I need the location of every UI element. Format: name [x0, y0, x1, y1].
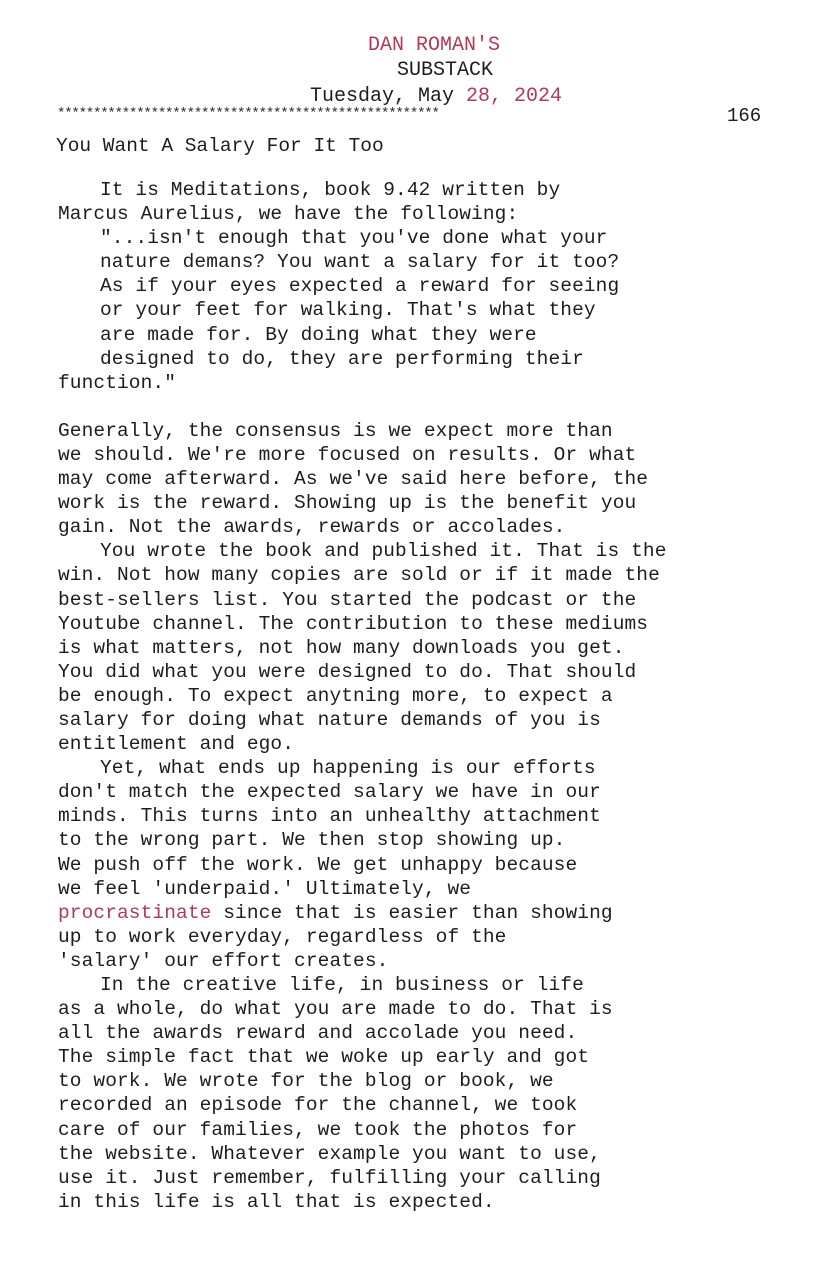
- body-line: It is Meditations, book 9.42 written by: [100, 179, 561, 201]
- body-line: [58, 901, 798, 925]
- body-line: the website. Whatever example you want to use,: [58, 1142, 601, 1165]
- body-line: don't match the expected salary we have in our: [58, 781, 601, 804]
- body-line: You wrote the book and published it. That is the: [100, 540, 667, 563]
- body-line: minds. This turns into an unhealthy attachment: [58, 805, 601, 828]
- date-prefix: Tuesday, May: [310, 85, 467, 108]
- separator-rule: *****************************************************: [57, 106, 439, 122]
- body-line: The simple fact that we woke up early and got: [58, 1046, 590, 1069]
- body-line: Yet, what ends up happening is our efforts: [100, 757, 596, 780]
- body-line: is what matters, not how many downloads you get.: [58, 636, 625, 659]
- body-line: 'salary' our effort creates.: [58, 949, 389, 972]
- body-line: we should. We're more focused on results. Or what: [58, 443, 637, 466]
- body-line: entitlement and ego.: [58, 733, 295, 756]
- body-line: use it. Just remember, fulfilling your calling: [58, 1166, 601, 1189]
- body-line: as a whole, do what you are made to do. That is: [58, 998, 613, 1021]
- body-line: care of our families, we took the photos for: [58, 1118, 578, 1141]
- body-line: In the creative life, in business or life: [100, 974, 584, 996]
- quote-line: or your feet for walking. That's what they: [100, 299, 596, 322]
- body-line: We push off the work. We get unhappy because: [58, 853, 578, 876]
- body-line: work is the reward. Showing up is the benefit you: [58, 492, 637, 515]
- quote-line: As if your eyes expected a reward for seeing: [100, 275, 620, 298]
- body-line: best-sellers list. You started the podcast or the: [58, 588, 637, 611]
- body-line: You did what you were designed to do. That should: [58, 660, 637, 683]
- page-number: 166: [727, 105, 762, 127]
- link-line-rest: since that is easier than showing: [211, 901, 613, 924]
- body-line: Generally, the consensus is we expect more than: [58, 419, 613, 442]
- body-line: gain. Not the awards, rewards or accolades.: [58, 516, 566, 539]
- body-line: win. Not how many copies are sold or if it made the: [58, 564, 660, 587]
- quote-line: designed to do, they are performing their: [100, 347, 584, 370]
- body-line: in this life is all that is expected.: [58, 1190, 495, 1213]
- quote-line: function.": [58, 371, 177, 394]
- body-line: recorded an episode for the channel, we took: [58, 1094, 578, 1117]
- body-line: to work. We wrote for the blog or book, we: [58, 1070, 554, 1093]
- body-line: up to work everyday, regardless of the: [58, 925, 507, 948]
- body-line: all the awards reward and accolade you need.: [58, 1022, 578, 1045]
- publication-name: SUBSTACK: [397, 59, 494, 82]
- post-title: You Want A Salary For It Too: [56, 135, 384, 157]
- body-line: to the wrong part. We then stop showing up.: [58, 829, 566, 852]
- procrastinate-link[interactable]: procrastinate: [58, 901, 212, 924]
- body-line: Marcus Aurelius, we have the following:: [58, 203, 519, 226]
- paragraph-gap: [58, 395, 798, 419]
- author-line: DAN ROMAN'S: [368, 34, 501, 57]
- body-line: salary for doing what nature demands of you is: [58, 708, 601, 731]
- body-line: we feel 'underpaid.' Ultimately, we: [58, 877, 472, 900]
- quote-line: "...isn't enough that you've done what your: [100, 227, 608, 250]
- quote-line: are made for. By doing what they were: [100, 323, 537, 346]
- quote-line: nature demans? You want a salary for it too?: [100, 251, 620, 274]
- post-body: [58, 178, 798, 1214]
- date-highlight: 28, 2024: [466, 85, 563, 108]
- body-line: be enough. To expect anytning more, to expect a: [58, 684, 613, 707]
- body-line: Youtube channel. The contribution to these mediums: [58, 612, 649, 635]
- body-line: may come afterward. As we've said here before, the: [58, 468, 649, 491]
